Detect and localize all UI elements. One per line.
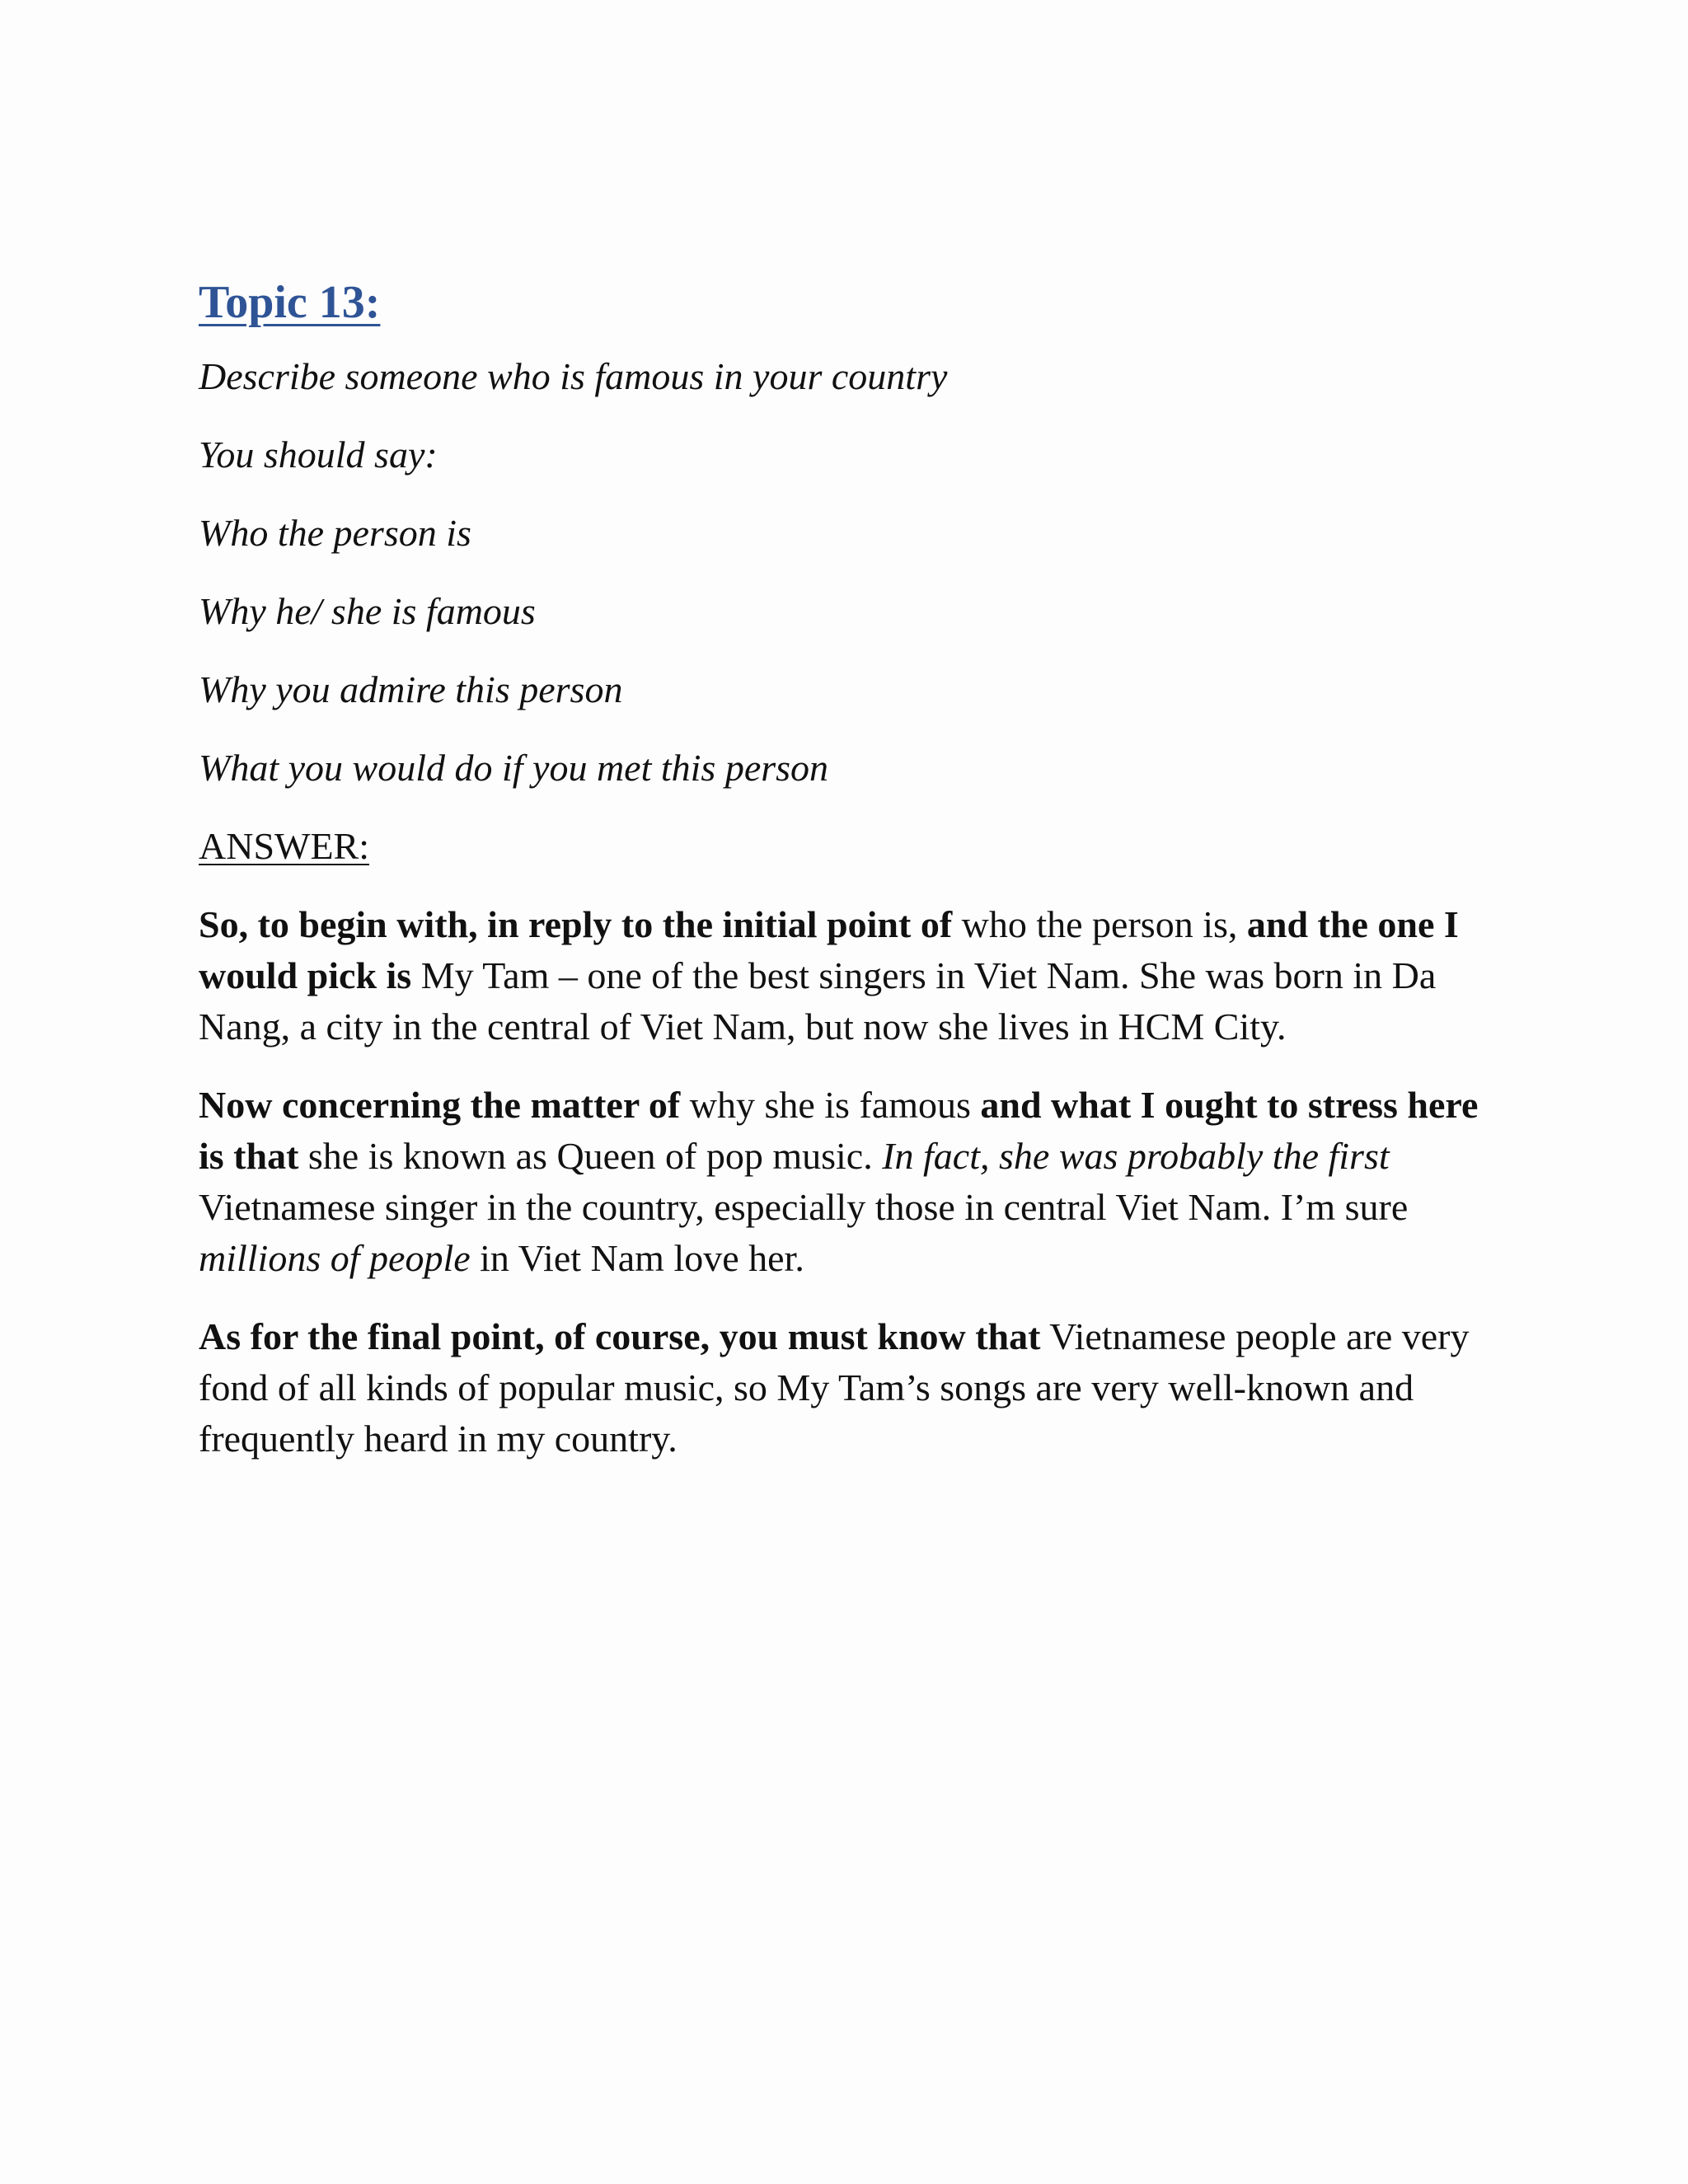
answer-paragraph-3 <box>199 1311 1505 1465</box>
prompt-point-who: Who the person is <box>199 512 471 554</box>
answer-label: ANSWER: <box>199 825 369 867</box>
answer-paragraph-1-run: and the one I would pick is <box>199 903 1459 996</box>
answer-paragraph-2 <box>199 1080 1505 1284</box>
answer-paragraph-1-run: So, to begin with, in reply to the initial point of <box>199 903 953 945</box>
answer-paragraph-2-run: in Viet Nam love her. <box>470 1237 804 1279</box>
answer-paragraph-2-run: Now concerning the matter of <box>199 1084 681 1126</box>
answer-paragraph-2-run: why she is famous <box>680 1084 981 1126</box>
prompt-point-if-met: What you would do if you met this person <box>199 747 829 789</box>
answer-paragraph-2-run: In fact, she was probably the first <box>882 1135 1390 1177</box>
answer-paragraph-1-run: who the person is, <box>952 903 1247 945</box>
answer-paragraph-2-run: she is known as Queen of pop music. <box>298 1135 883 1177</box>
answer-paragraph-3-run: As for the final point, of course, you must know that <box>199 1315 1041 1357</box>
prompt-intro: You should say: <box>199 434 438 476</box>
answer-paragraph-2-run: millions of people <box>199 1237 471 1279</box>
document-content <box>199 268 1505 1465</box>
topic-title: Topic 13: <box>199 277 381 328</box>
answer-paragraph-2-run: Vietnamese singer in the country, especially those in central Viet Nam. I’m sure <box>199 1186 1409 1228</box>
answer-paragraph-1 <box>199 899 1505 1052</box>
answer-paragraph-1-run: My Tam – one of the best singers in Viet Nam. She was born in Da Nang, a city in the central of Viet Nam, but now she lives in HCM City. <box>199 954 1437 1047</box>
prompt-point-why-admire: Why you admire this person <box>199 668 623 710</box>
answer-paragraph-2-run: and what I ought to stress here is that <box>199 1084 1479 1177</box>
answer-paragraph-3-run: Vietnamese people are very fond of all kinds of popular music, so My Tam’s songs are very well-known and frequently heard in my country. <box>199 1315 1470 1460</box>
prompt-point-why-famous: Why he/ she is famous <box>199 590 536 632</box>
prompt-heading: Describe someone who is famous in your country <box>199 355 948 397</box>
